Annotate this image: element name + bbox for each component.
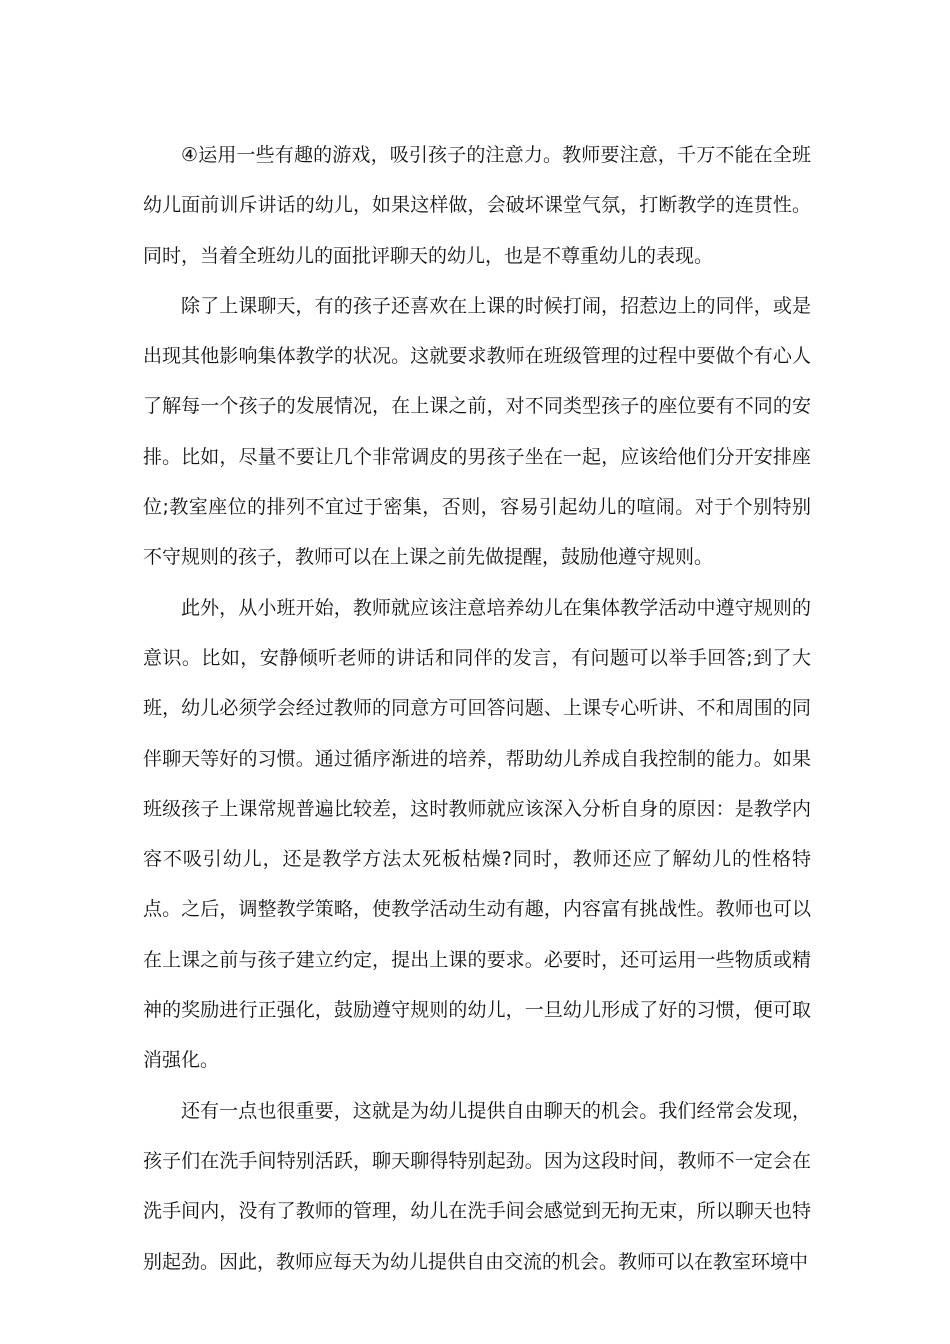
paragraph-4: 还有一点也很重要，这就是为幼儿提供自由聊天的机会。我们经常会发现，孩子们在洗手间特别活跃，聊天聊得特别起劲。因为这段时间，教师不一定会在洗手间内，没有了教师的管理，幼儿在洗手间会感觉到无拘无束，所以聊天也特别起劲。因此，教师应每天为幼儿提供自由交流的机会。教师可以在教室环境中 <box>143 1099 811 1273</box>
document-body <box>143 130 811 1287</box>
paragraph-2: 除了上课聊天，有的孩子还喜欢在上课的时候打闹，招惹边上的同伴，或是出现其他影响集体教学的状况。这就要求教师在班级管理的过程中要做个有心人了解每一个孩子的发展情况，在上课之前，对不同类型孩子的座位要有不同的安排。比如，尽量不要让几个非常调皮的男孩子坐在一起，应该给他们分开安排座位;教室座位的排列不宜过于密集，否则，容易引起幼儿的喧闹。对于个别特别不守规则的孩子，教师可以在上课之前先做提醒，鼓励他遵守规则。 <box>143 294 811 569</box>
paragraph-1: ④运用一些有趣的游戏，吸引孩子的注意力。教师要注意，千万不能在全班幼儿面前训斥讲话的幼儿，如果这样做，会破坏课堂气氛，打断教学的连贯性。同时，当着全班幼儿的面批评聊天的幼儿，也是不尊重幼儿的表现。 <box>143 144 811 267</box>
paragraph-3: 此外，从小班开始，教师就应该注意培养幼儿在集体教学活动中遵守规则的意识。比如，安静倾听老师的讲话和同伴的发言，有问题可以举手回答;到了大班，幼儿必须学会经过教师的同意方可回答问题、上课专心听讲、不和周围的同伴聊天等好的习惯。通过循序渐进的培养，帮助幼儿养成自我控制的能力。如果班级孩子上课常规普遍比较差，这时教师就应该深入分析自身的原因：是教学内容不吸引幼儿，还是教学方法太死板枯燥?同时，教师还应了解幼儿的性格特点。之后，调整教学策略，使教学活动生动有趣，内容富有挑战性。教师也可以在上课之前与孩子建立约定，提出上课的要求。必要时，还可运用一些物质或精神的奖励进行正强化，鼓励遵守规则的幼儿，一旦幼儿形成了好的习惯，便可取消强化。 <box>143 596 811 1072</box>
